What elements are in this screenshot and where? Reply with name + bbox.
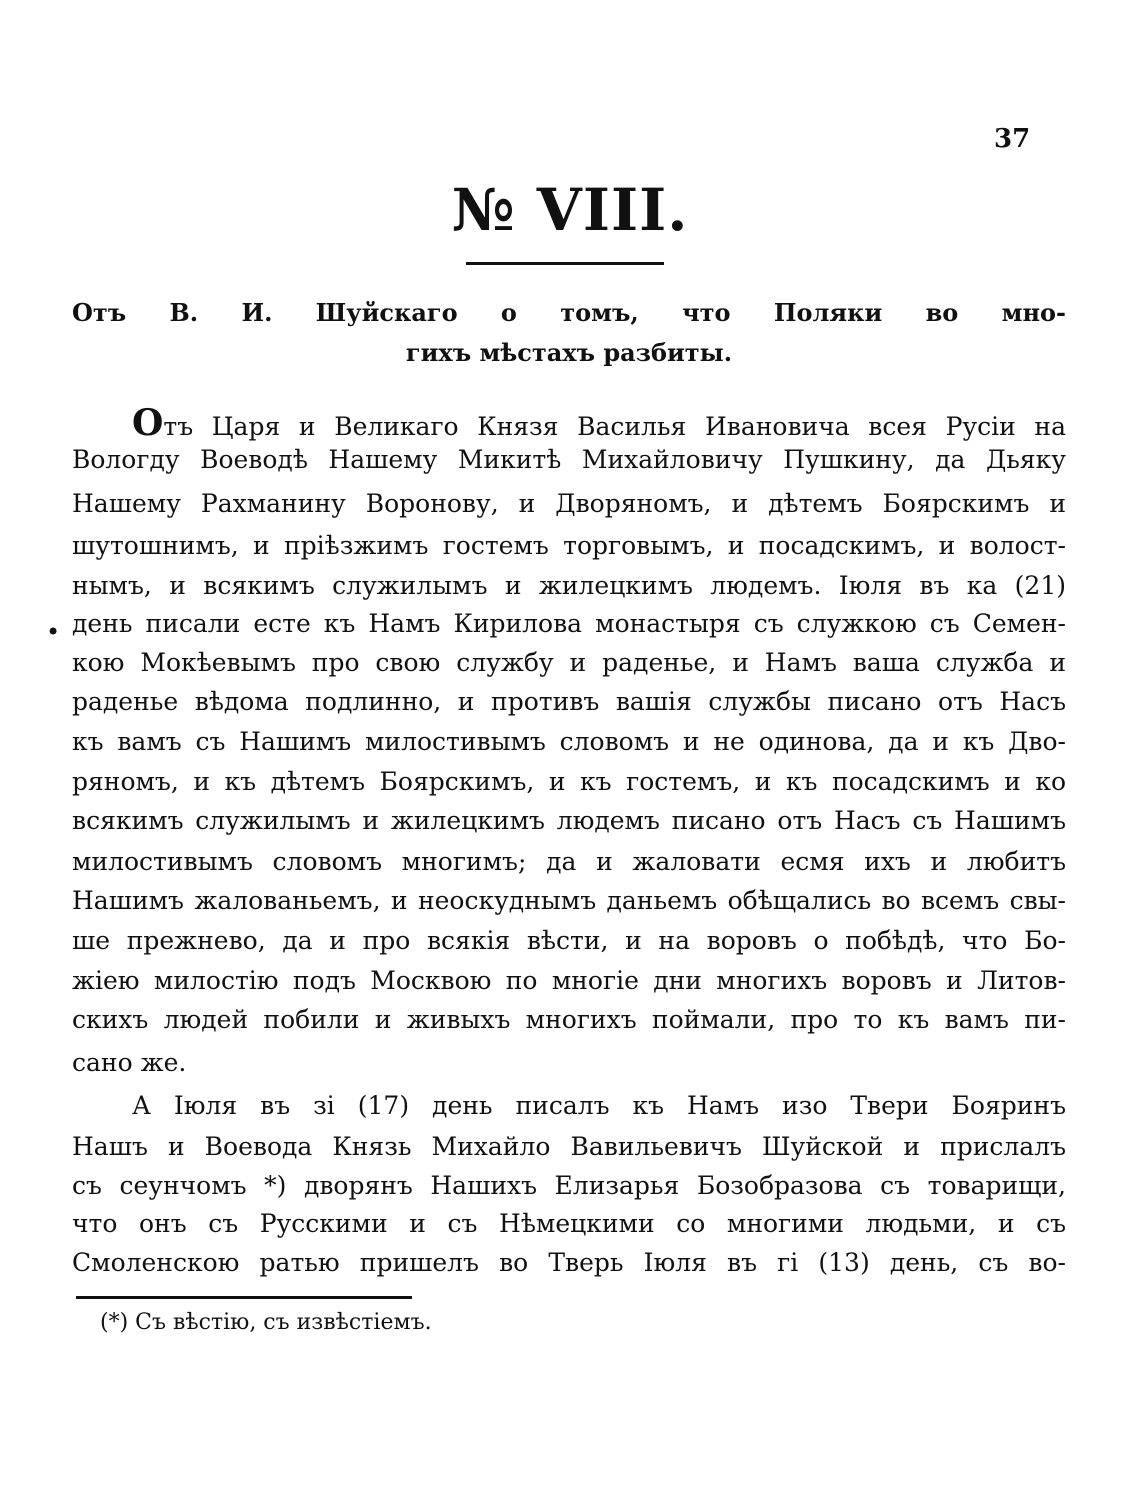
paragraph-1-line: милостивымъ словомъ многимъ; да и жаловати есмя ихъ и любитъ xyxy=(72,847,1066,876)
paragraph-2-line: Нашъ и Воевода Князь Михайло Вавильевичъ Шуйской и прислалъ xyxy=(72,1132,1066,1161)
paragraph-1-line: день писали есте къ Намъ Кирилова монастыря съ служкою съ Семен- xyxy=(72,609,1066,638)
paragraph-1-line-1-text: тъ Царя и Великаго Князя Василья Ивановича всея Русіи на xyxy=(163,412,1066,441)
heading-line-2: гихъ мѣстахъ разбиты. xyxy=(405,338,733,367)
paragraph-2-line-1: А Іюля въ зі (17) день писалъ къ Намъ изо Твери Бояринъ xyxy=(132,1091,1066,1120)
paragraph-2-line: Смоленскою ратью пришелъ во Тверь Іюля въ гі (13) день, съ во- xyxy=(72,1248,1066,1277)
paragraph-1-line: раденье вѣдома подлинно, и противъ вашія службы писано отъ Насъ xyxy=(72,687,1066,716)
drop-cap: О xyxy=(132,402,164,444)
paragraph-1-line: шутошнимъ, и пріѣзжимъ гостемъ торговымъ, и посадскимъ, и волост- xyxy=(72,531,1066,560)
footnote: (*) Съ вѣстію, съ извѣстіемъ. xyxy=(100,1310,432,1335)
paragraph-1-line: всякимъ служилымъ и жилецкимъ людемъ писано отъ Насъ съ Нашимъ xyxy=(72,806,1066,835)
paragraph-1-line-1 xyxy=(132,402,1066,444)
paragraph-1-line: ше прежнево, да и про всякія вѣсти, и на воровъ о побѣдѣ, что Бо- xyxy=(72,926,1066,955)
paragraph-1-line: Нашимъ жалованьемъ, и неоскуднымъ даньемъ обѣщались во всемъ свы- xyxy=(72,886,1066,915)
paragraph-1-line: Вологду Воеводѣ Нашему Микитѣ Михайловичу Пушкину, да Дьяку xyxy=(72,445,1066,474)
paragraph-1-line: Нашему Рахманину Воронову, и Дворяномъ, и дѣтемъ Боярскимъ и xyxy=(72,489,1066,518)
paragraph-1-line: ряномъ, и къ дѣтемъ Боярскимъ, и къ гостемъ, и къ посадскимъ и ко xyxy=(72,767,1066,796)
title-divider xyxy=(466,262,664,265)
footnote-divider xyxy=(76,1296,412,1299)
document-number-title: № VIII. xyxy=(451,176,689,244)
paragraph-1-line: скихъ людей побили и живыхъ многихъ поймали, про то къ вамъ пи- xyxy=(72,1005,1066,1034)
paragraph-1-line: жіею милостію подъ Москвою по многіе дни многихъ воровъ и Литов- xyxy=(72,966,1066,995)
paragraph-1-line: нымъ, и всякимъ служилымъ и жилецкимъ людемъ. Іюля въ ка (21) xyxy=(72,571,1066,600)
paragraph-1-line: къ вамъ съ Нашимъ милостивымъ словомъ и не одинова, да и къ Дво- xyxy=(72,727,1066,756)
paragraph-1-line: кою Мокѣевымъ про свою службу и раденье, и Намъ ваша служба и xyxy=(72,648,1066,677)
paragraph-2-line: съ сеунчомъ *) дворянъ Нашихъ Елизарья Бозобразова съ товарищи, xyxy=(72,1171,1066,1200)
paragraph-1-line: сано же. xyxy=(72,1048,187,1077)
paragraph-2-line: что онъ съ Русскими и съ Нѣмецкими со многими людьми, и съ xyxy=(72,1209,1066,1238)
page-number: 37 xyxy=(994,124,1031,154)
margin-mark: • xyxy=(46,618,61,646)
heading-line-1: Отъ В. И. Шуйскаго о томъ, что Поляки во мно- xyxy=(72,298,1066,327)
